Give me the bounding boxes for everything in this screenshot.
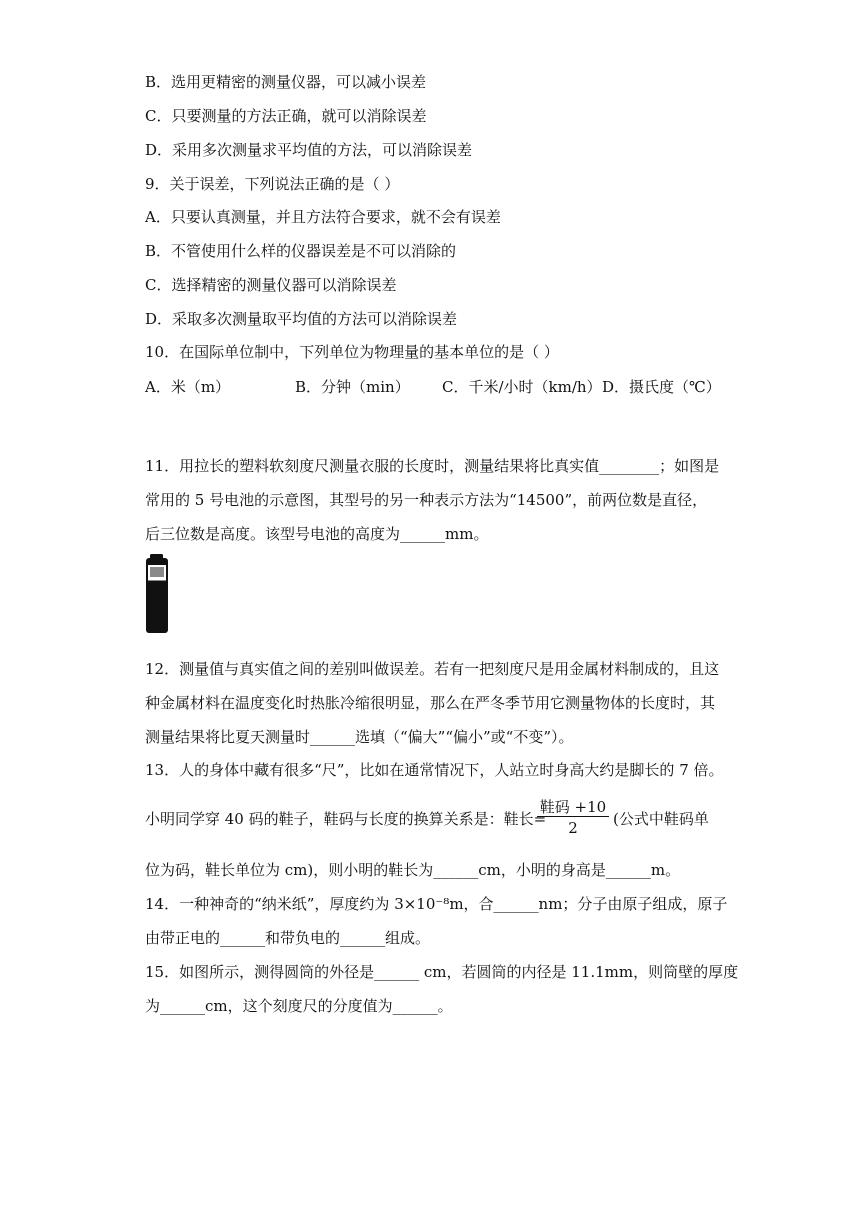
shoe-length-formula xyxy=(535,793,611,843)
q15-line-1: 15．如图所示，测得圆筒的外径是______ cm，若圆筒的内径是 11.1mm，则筒壁的厚度 xyxy=(145,963,739,981)
q10-stem: 10．在国际单位制中，下列单位为物理量的基本单位的是（ ） xyxy=(145,343,559,361)
q11-line-3: 后三位数是高度。该型号电池的高度为______mm。 xyxy=(145,525,489,543)
formula-denominator: 2 xyxy=(568,819,578,837)
q9-option-a: A．只要认真测量，并且方法符合要求，就不会有误差 xyxy=(145,208,501,226)
q10-options xyxy=(145,376,725,396)
q11-line-1: 11．用拉长的塑料软刻度尺测量衣服的长度时，测量结果将比真实值________；如图是 xyxy=(145,457,720,475)
q11-line-2: 常用的 5 号电池的示意图，其型号的另一种表示方法为“14500”，前两位数是直径， xyxy=(145,491,708,509)
q10-option-b: B．分钟（min） xyxy=(295,378,410,396)
q8-option-c: C．只要测量的方法正确，就可以消除误差 xyxy=(145,107,427,125)
q8-option-d: D．采用多次测量求平均值的方法，可以消除误差 xyxy=(145,141,473,159)
q8-option-b: B．选用更精密的测量仪器，可以减小误差 xyxy=(145,73,427,91)
q13-line-2-post: (公式中鞋码单 xyxy=(613,810,709,828)
q12-line-1: 12．测量值与真实值之间的差别叫做误差。若有一把刻度尺是用金属材料制成的，且这 xyxy=(145,660,720,678)
q15-line-2: 为______cm，这个刻度尺的分度值为______。 xyxy=(145,997,453,1015)
formula-numerator: 鞋码 +10 xyxy=(539,798,607,816)
q12-line-2: 种金属材料在温度变化时热胀冷缩很明显，那么在严冬季节用它测量物体的长度时，其 xyxy=(145,694,716,712)
battery-icon xyxy=(145,554,169,634)
q10-option-d: D．摄氏度（℃） xyxy=(602,378,721,396)
q12-line-3: 测量结果将比夏天测量时______选填（“偏大”“偏小”或“不变”）。 xyxy=(145,728,574,746)
q13-line-1: 13．人的身体中藏有很多“尺”，比如在通常情况下，人站立时身高大约是脚长的 7 倍。 xyxy=(145,761,724,779)
q13-line-2-pre: 小明同学穿 40 码的鞋子，鞋码与长度的换算关系是：鞋长= xyxy=(145,810,547,828)
q14-line-2: 由带正电的______和带负电的______组成。 xyxy=(145,929,431,947)
q10-option-c: C．千米/小时（km/h） xyxy=(442,378,602,396)
q9-option-b: B．不管使用什么样的仪器误差是不可以消除的 xyxy=(145,242,457,260)
q9-stem: 9．关于误差，下列说法正确的是（ ） xyxy=(145,175,400,193)
q13-line-3: 位为码，鞋长单位为 cm)，则小明的鞋长为______cm，小明的身高是______m。 xyxy=(145,861,681,879)
q14-line-1: 14．一种神奇的“纳米纸”，厚度约为 3×10⁻⁸m，合______nm；分子由原子组成，原子 xyxy=(145,895,728,913)
fraction-bar xyxy=(537,816,609,817)
q9-option-d: D．采取多次测量取平均值的方法可以消除误差 xyxy=(145,310,458,328)
q9-option-c: C．选择精密的测量仪器可以消除误差 xyxy=(145,276,397,294)
q10-option-a: A．米（m） xyxy=(145,378,231,396)
